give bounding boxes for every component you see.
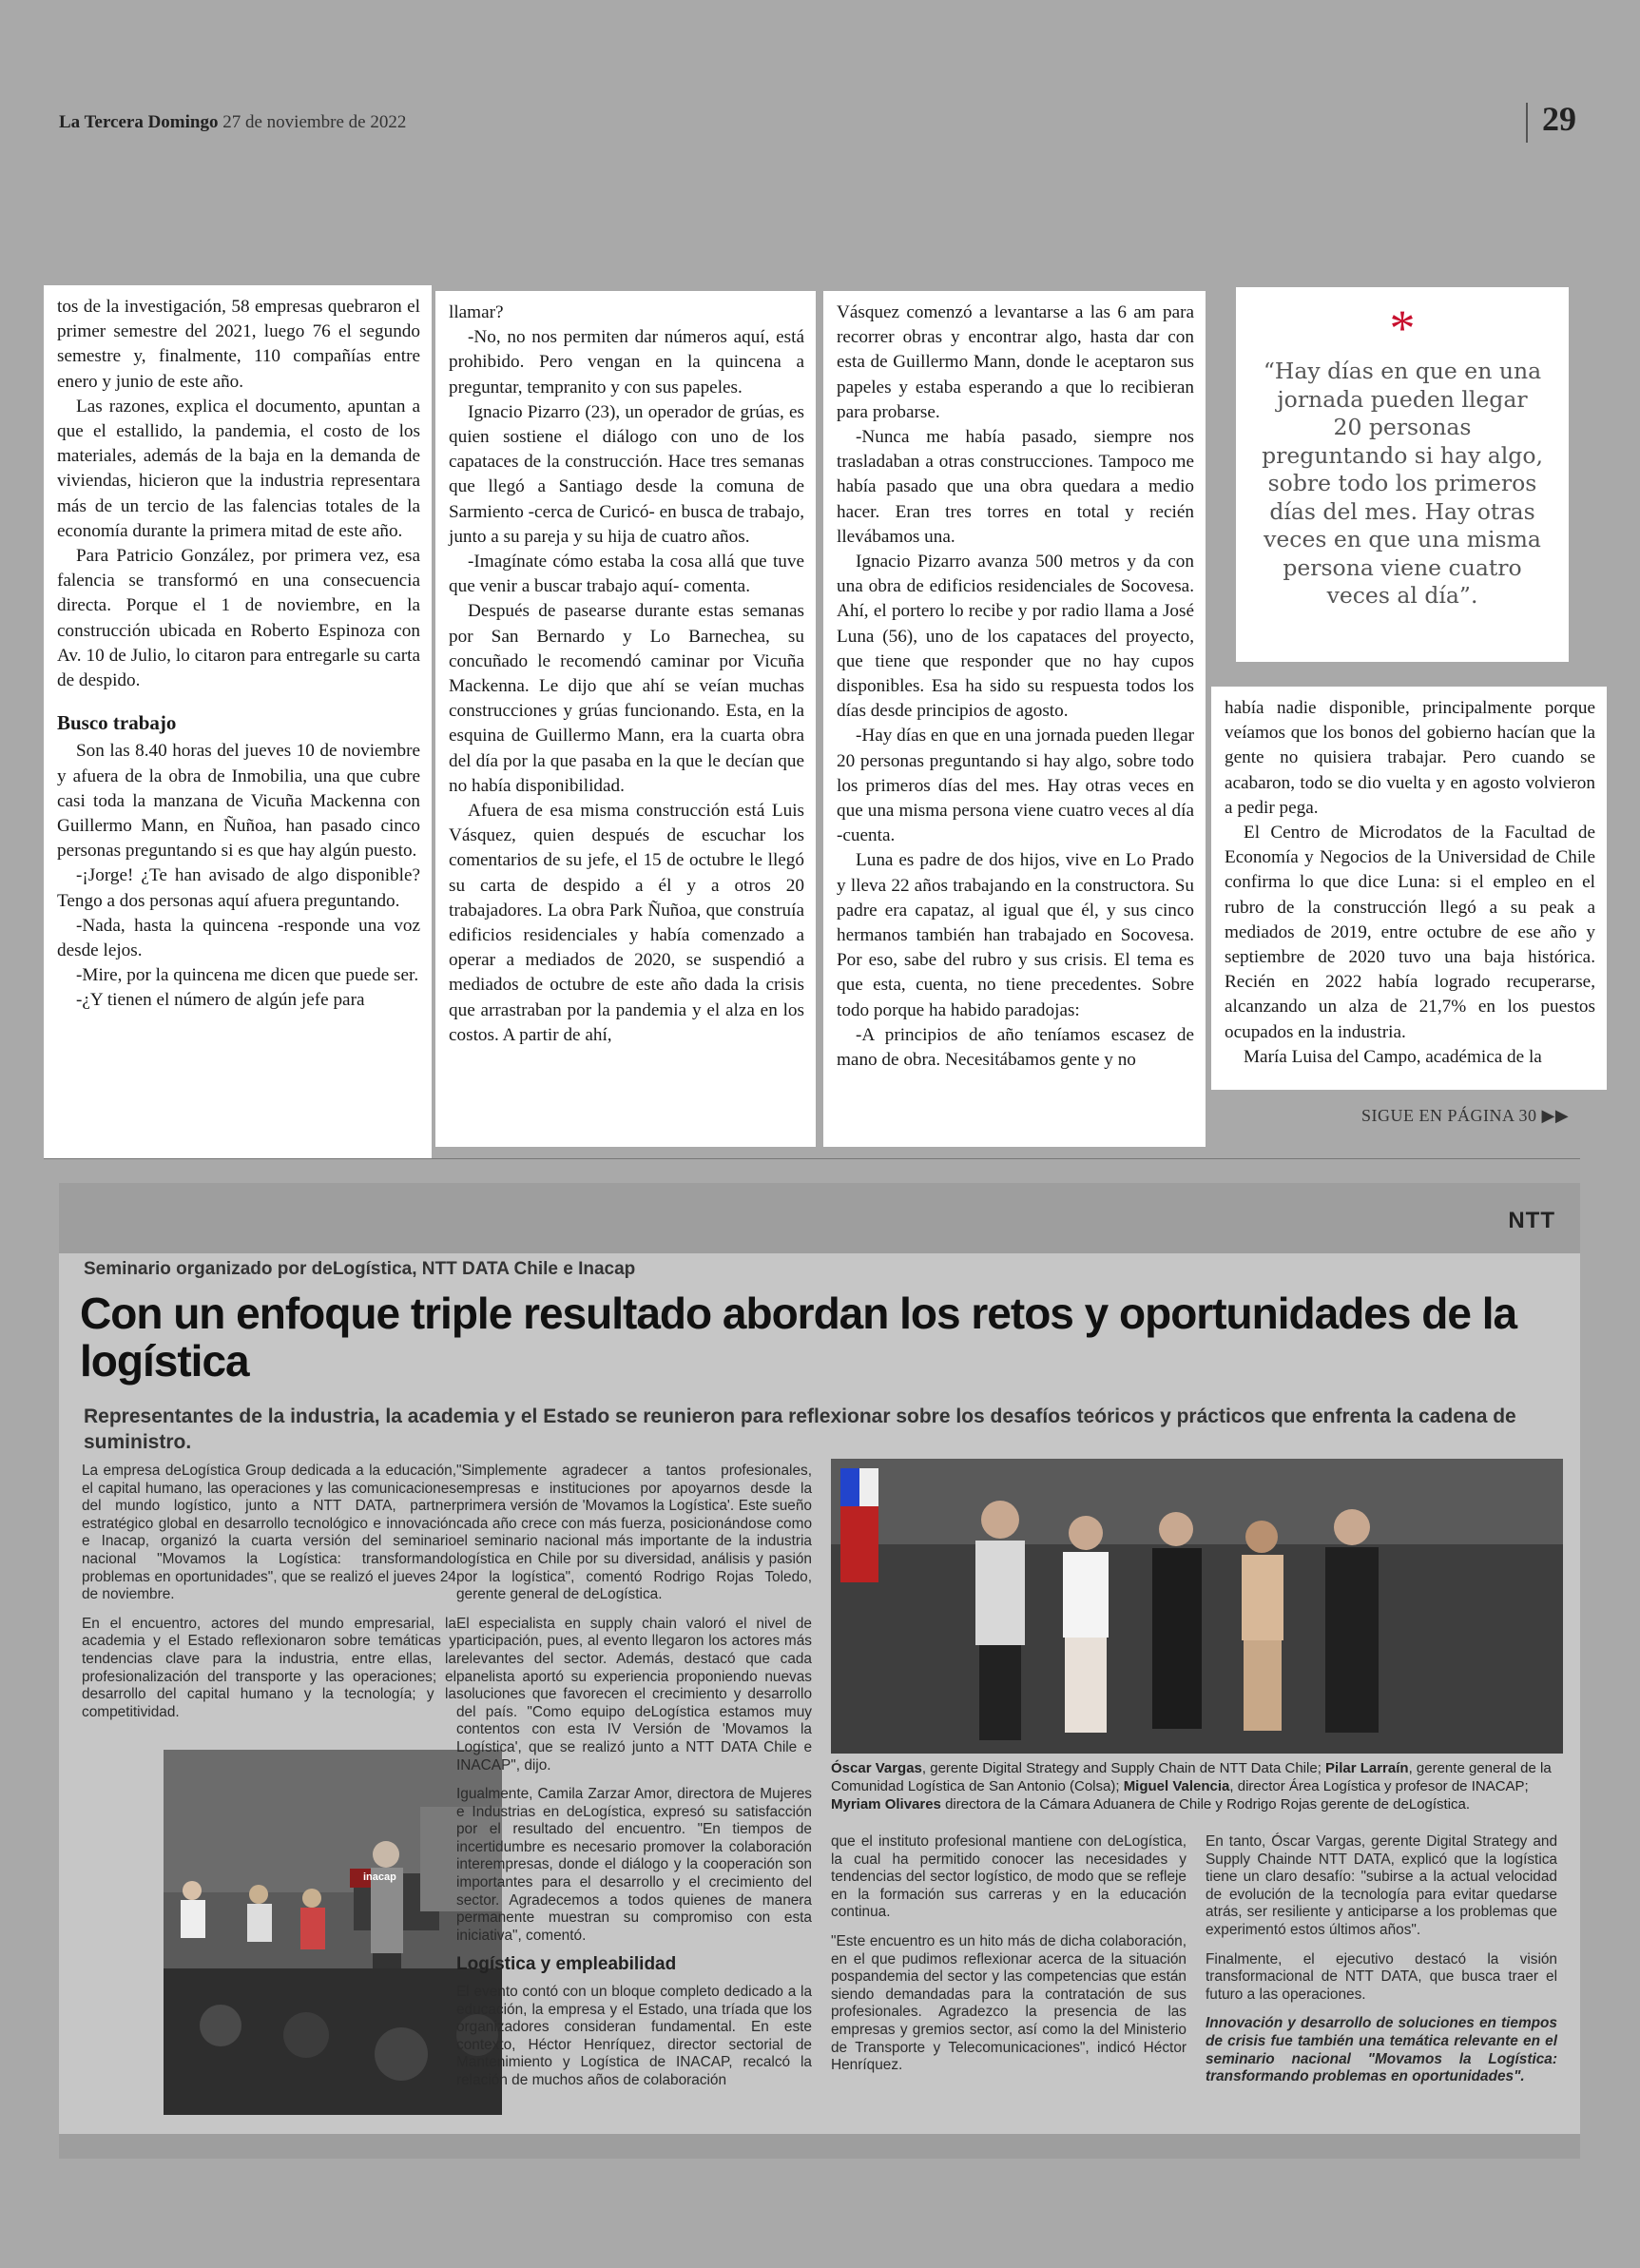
caption-role: directora de la Cámara Aduanera de Chile y Rodrigo Rojas gerente de deLogística. <box>940 1796 1471 1812</box>
paragraph: -¡Jorge! ¿Te han avisado de algo disponible? Tengo a dos personas aquí afuera preguntando. <box>57 865 420 911</box>
paragraph: Vásquez comenzó a levantarse a las 6 am para recorrer obras y encontrar algo, hasta dar con esta de Guillermo Mann, donde le aceptaron sus papeles y estaba esperando a que lo recibieran para probarse. <box>837 302 1194 422</box>
paragraph: El Centro de Microdatos de la Facultad de Economía y Negocios de la Universidad de Chile confirma lo que dice Luna: si el empleo en el rubro de la construcción llegó a su peak a mediados de 2019, entre octubre de ese año y septiembre de 2020 tuvo una baja histórica. Recién en 2022 había logrado recuperarse, alcanzando un alza de 21,7% en los puestos ocupados en la industria. <box>1225 823 1595 1042</box>
caption-name: Miguel Valencia <box>1123 1778 1230 1794</box>
page-number: 29 <box>1542 100 1576 138</box>
caption-role: , gerente Digital Strategy and Supply Chain de NTT Data Chile; <box>921 1760 1326 1776</box>
pull-quote: “Hay días en que en una jornada pueden llegar 20 personas preguntando si hay algo, sobre todo los primeros días del mes. Hay otras veces en que una misma persona viene cuatro veces al día”. <box>1262 358 1543 609</box>
paragraph: -Mire, por la quincena me dicen que puede ser. <box>76 965 419 986</box>
caption-name: Óscar Vargas <box>831 1760 922 1776</box>
paragraph: En el encuentro, actores del mundo empresarial, la academia y el Estado reflexionaron sobre temáticas y tendencias clave para la industria, entre ellas, la profesionalización del transporte y las operaciones; el desarrollo del capital humano y la tecnología; y la competitividad. <box>82 1615 456 1720</box>
paragraph: Innovación y desarrollo de soluciones en tiempos de crisis fue también una temática relevante en el seminario nacional "Movamos la Logística: transformando problemas en oportunidades". <box>1206 2015 1557 2085</box>
paragraph: Luna es padre de dos hijos, vive en Lo Prado y lleva 22 años trabajando en la constructora. Su padre era capataz, al igual que él, y sus cinco hermanos también han trabajado en Socovesa. Por eso, sabe del rubro y sus crisis. El tema es que esta, cuenta, no tiene precedentes. Sobre todo porque ha habido paradojas: <box>837 850 1194 1020</box>
clipping-footer-bar <box>59 2134 1580 2159</box>
paragraph: Ignacio Pizarro avanza 500 metros y da con una obra de edificios residenciales de Socovesa. Ahí, el portero lo recibe y por radio llama a José Luna (56), uno de los capataces del proyecto, que tiene que responder que no hay cupos disponibles. Esa ha sido su respuesta todos los días desde principios de agosto. <box>837 552 1194 722</box>
paragraph: "Simplemente agradecer a tantos profesionales, empresas e instituciones por apoyarnos desde la primera versión de 'Movamos la Logística'. Este sueño cada año crece con más fuerza, posicionándose como el seminario nacional más importante de la industria logística en Chile por su diversidad, análisis y pasión por la logística", comentó Rodrigo Rojas Toledo, gerente general de deLogística. <box>456 1463 812 1603</box>
clipping-column-4 <box>1206 1833 1557 2098</box>
paragraph: -Imagínate cómo estaba la cosa allá que tuve que venir a buscar trabajo aquí- comenta. <box>449 552 804 597</box>
paragraph: La empresa deLogística Group dedicada a la educación, el capital humano, las operaciones y las comunicaciones del mundo logístico, junto a NTT DATA, partner estratégico global en desarrollo tecnológico e innovación e Inacap, organizó la cuarta versión del seminario nacional "Movamos la Logística: transformando problemas en oportunidades", que se realizó el jueves 24 de noviembre. <box>82 1463 456 1603</box>
asterisk-icon: * <box>1389 300 1416 357</box>
paragraph: En tanto, Óscar Vargas, gerente Digital Strategy and Supply Chainde NTT DATA, explicó que la logística tiene un claro desafío: "subirse a la actual velocidad de evolución de la tecnología para evitar quedarse atrás, ser resiliente y anticiparse a los problemas que experimentó estos últimos años". <box>1206 1833 1557 1938</box>
article-column-1 <box>44 285 432 1158</box>
caption-name: Myriam Olivares <box>831 1796 941 1812</box>
paragraph: Para Patricio González, por primera vez, esa falencia se transformó en una consecuencia directa. Porque el 1 de noviembre, en la construcción ubicada en Roberto Espinoza con Av. 10 de Julio, lo citaron para entregarle su carta de despido. <box>57 546 420 691</box>
paragraph: Después de pasearse durante estas semanas por San Bernardo y Lo Barnechea, su concuñado le recomendó caminar por Vicuña Mackenna. Le dijo que ahí se veían muchas construcciones y grúas funcionando. Esta, en la esquina de Guillermo Mann, era la cuarta obra del día por la que pasaba en la que le decían que no había disponibilidad. <box>449 601 804 796</box>
clipping-header-bar <box>59 1183 1580 1253</box>
paragraph: María Luisa del Campo, académica de la <box>1244 1046 1542 1067</box>
paragraph: El especialista en supply chain valoró el nivel de participación, pues, al evento llegaron los actores más relevantes del sector. Además, destacó que cada panelista aportó su experiencia proponiendo nuevas soluciones que favorecen el crecimiento y desarrollo del país. "Como equipo deLogística estamos muy contentos con esta IV Versión de 'Movamos la Logística', que se realizó junto a NTT DATA Chile e INACAP", dijo. <box>456 1615 812 1774</box>
clipping-column-2 <box>456 1463 812 2102</box>
clipping-label: NTT <box>1508 1208 1555 1233</box>
paragraph: llamar? <box>449 302 504 322</box>
clipping-deck: Representantes de la industria, la academia y el Estado se reunieron para reflexionar sobre los desafíos teóricos y prácticos que enfrenta la cadena de suministro. <box>84 1405 1516 1453</box>
paragraph: Afuera de esa misma construcción está Luis Vásquez, quien después de escuchar los comentarios de su jefe, el 15 de octubre le llegó su carta de despido a él y a otros 20 trabajadores. La obra Park Ñuñoa, que construía edificios residenciales y había comenzado a operar a mediados de 2020, se suspendió a mediados de octubre de este año dada la crisis que arrastraban por la pandemia y el alza en los costos. A partir de ahí, <box>449 801 804 1045</box>
clipping-column-3 <box>831 1833 1187 2086</box>
group-illustration <box>831 1459 1563 1754</box>
paragraph: Finalmente, el ejecutivo destacó la visión transformacional de NTT DATA, que busca traer el futuro a las operaciones. <box>1206 1950 1557 2003</box>
paragraph: El evento contó con un bloque completo dedicado a la educación, la empresa y el Estado, una tríada que los organizadores consideran fundamental. En este contexto, Héctor Henríquez, director sectorial de Mantenimiento y Logística de INACAP, recalcó la relación de muchos años de colaboración <box>456 1984 812 2088</box>
group-photo <box>831 1459 1563 1754</box>
clipping-column-1 <box>82 1463 456 1733</box>
section-divider <box>44 1158 1580 1159</box>
article-column-3 <box>823 291 1206 1147</box>
paragraph: -A principios de año teníamos escasez de mano de obra. Necesitábamos gente y no <box>837 1024 1194 1071</box>
paragraph: tos de la investigación, 58 empresas quebraron el primer semestre del 2021, luego 76 el segundo semestre y, finalmente, 110 compañías entre enero y junio de este año. <box>57 297 420 392</box>
conference-illustration <box>164 1750 502 2115</box>
publication-date: 27 de noviembre de 2022 <box>222 112 407 132</box>
caption-role: , gerente general de la Comunidad Logística de San Antonio (Colsa); <box>831 1760 1552 1794</box>
paragraph: "Este encuentro es un hito más de dicha colaboración, en el que pudimos reflexionar acerca de la situación pospandemia del sector y las competencias que están siendo demandadas para la contratación de sus profesionales. Agradezco la presencia de las empresas y gremios sector, así como la del Ministerio de Transporte y Telecomunicaciones", indicó Héctor Henríquez. <box>831 1932 1187 2074</box>
paragraph: Igualmente, Camila Zarzar Amor, directora de Mujeres e Industrias en deLogística, expresó su satisfacción por el resultado del encuentro. "En tiempos de incertidumbre es necesario promover la colaboración interempresas, donde el diálogo y la cooperación son importantes para el desarrollo y el crecimiento del sector. Agradecemos a todos quienes de manera permanente muestran su compromiso con esta iniciativa", comentó. <box>456 1786 812 1944</box>
paragraph: que el instituto profesional mantiene con deLogística, la cual ha permitido conocer las necesidades y tendencias del sector logístico, de modo que se refleje en la formación sus carreras y en la educación continua. <box>831 1833 1187 1921</box>
clipping-subheading: Logística y empleabilidad <box>456 1954 677 1975</box>
caption-role: , director Área Logística y profesor de INACAP; <box>1229 1778 1529 1794</box>
paragraph: Las razones, explica el documento, apuntan a que el estallido, la pandemia, el costo de los materiales, además de la baja en la demanda de viviendas, hicieron que la industria representara más de un tercio de las falencias totales de la economía durante la primera mitad de este año. <box>57 396 420 541</box>
paragraph: -Nada, hasta la quincena -responde una voz desde lejos. <box>57 915 420 961</box>
continue-link[interactable]: SIGUE EN PÁGINA 30 ▶▶ <box>1361 1106 1570 1125</box>
clipping-kicker: Seminario organizado por deLogística, NTT DATA Chile e Inacap <box>84 1259 636 1279</box>
publication-name: La Tercera Domingo <box>59 112 219 132</box>
pull-quote-box <box>1236 287 1569 662</box>
paragraph: -¿Y tienen el número de algún jefe para <box>76 990 365 1011</box>
subheading: Busco trabajo <box>57 711 177 735</box>
paragraph: había nadie disponible, principalmente porque veíamos que los bonos del gobierno hacían que la gente no quisiera trabajar. Pero cuando se acabaron, todo se dio vuelta y en agosto volvieron a pedir pega. <box>1225 698 1595 818</box>
photo-caption <box>831 1759 1553 1813</box>
article-column-2 <box>435 291 816 1147</box>
paragraph: Ignacio Pizarro (23), un operador de grúas, es quien sostiene el diálogo con uno de los capataces de la construcción. Hace tres semanas que llegó a Santiago desde la comuna de Sarmiento -cerca de Curicó- en busca de trabajo, junto a su pareja y su hija de cuatro años. <box>449 401 804 547</box>
article-column-4 <box>1211 687 1607 1090</box>
paragraph: Son las 8.40 horas del jueves 10 de noviembre y afuera de la obra de Inmobilia, una que cubre casi toda la manzana de Vicuña Mackenna con Guillermo Mann, en Ñuñoa, han pasado cinco personas preguntando si es que hay algún puesto. <box>57 741 420 862</box>
conference-photo <box>164 1750 502 2115</box>
paragraph: -Nunca me había pasado, siempre nos trasladaban a otras construcciones. Tampoco me había pasado que una obra quedara a medio hacer. Eran tres torres en total y recién llevábamos una. <box>837 427 1194 547</box>
press-clipping <box>59 1183 1580 2159</box>
clipping-headline: Con un enfoque triple resultado abordan los retos y oportunidades de la logística <box>80 1289 1517 1386</box>
paragraph: -Hay días en que en una jornada pueden llegar 20 personas preguntando si hay algo, sobre todo los primeros días del mes. Hay otras veces en que una misma persona viene cuatro veces al día -cuenta. <box>837 726 1194 846</box>
inacap-sign: inacap <box>363 1871 396 1883</box>
paragraph: -No, no nos permiten dar números aquí, está prohibido. Pero vengan en la quincena a preguntar, tempranito y con sus papeles. <box>449 327 804 397</box>
page-header <box>59 112 406 133</box>
caption-name: Pilar Larraín <box>1325 1760 1409 1776</box>
header-divider <box>1526 103 1528 143</box>
